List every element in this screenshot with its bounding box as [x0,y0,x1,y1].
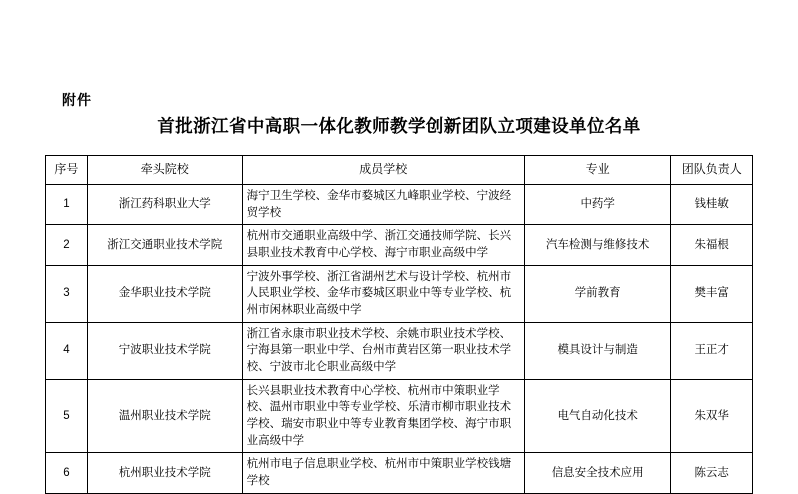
column-header-no: 序号 [46,156,88,185]
cell-lead-school: 金华职业技术学院 [87,265,242,322]
cell-member-schools: 海宁卫生学校、金华市婺城区九峰职业学校、宁波经贸学校 [242,185,524,225]
page-title: 首批浙江省中高职一体化教师教学创新团队立项建设单位名单 [157,116,641,136]
cell-lead-school: 浙江交通职业技术学院 [87,225,242,265]
column-header-member-schools: 成员学校 [242,156,524,185]
cell-major: 汽车检测与维修技术 [524,225,670,265]
cell-lead-school: 杭州职业技术学院 [87,453,242,493]
cell-major: 电气自动化技术 [524,379,670,453]
cell-no: 6 [46,453,88,493]
cell-major: 学前教育 [524,265,670,322]
cell-team-leader: 樊丰富 [671,265,753,322]
table-row [46,379,753,453]
cell-no: 5 [46,379,88,453]
cell-lead-school: 浙江药科职业大学 [87,185,242,225]
cell-lead-school: 温州职业技术学院 [87,379,242,453]
table-header-row [46,156,753,185]
cell-team-leader: 钱桂敏 [671,185,753,225]
cell-team-leader: 王正才 [671,322,753,379]
column-header-team-leader: 团队负责人 [671,156,753,185]
cell-no: 3 [46,265,88,322]
cell-lead-school: 宁波职业技术学院 [87,322,242,379]
project-units-table [45,155,753,494]
cell-no: 2 [46,225,88,265]
column-header-lead-school: 牵头院校 [87,156,242,185]
cell-no: 1 [46,185,88,225]
cell-member-schools: 宁波外事学校、浙江省湖州艺术与设计学校、杭州市人民职业学校、金华市婺城区职业中等专业学校、杭州市闲林职业高级中学 [242,265,524,322]
cell-team-leader: 陈云志 [671,453,753,493]
table-row [46,322,753,379]
cell-member-schools: 杭州市交通职业高级中学、浙江交通技师学院、长兴县职业技术教育中心学校、海宁市职业高级中学 [242,225,524,265]
cell-no: 4 [46,322,88,379]
column-header-major: 专业 [524,156,670,185]
cell-member-schools: 长兴县职业技术教育中心学校、杭州市中策职业学校、温州市职业中等专业学校、乐清市柳市职业技术学校、瑞安市职业中等专业教育集团学校、海宁市职业高级中学 [242,379,524,453]
cell-member-schools: 浙江省永康市职业技术学校、余姚市职业技术学校、宁海县第一职业中学、台州市黄岩区第一职业技术学校、宁波市北仑职业高级中学 [242,322,524,379]
cell-major: 模具设计与制造 [524,322,670,379]
table-row [46,265,753,322]
table-row [46,225,753,265]
table-row [46,185,753,225]
cell-major: 中药学 [524,185,670,225]
table-row [46,453,753,493]
attachment-label: 附件 [62,94,92,109]
cell-team-leader: 朱福根 [671,225,753,265]
cell-member-schools: 杭州市电子信息职业学校、杭州市中策职业学校钱塘学校 [242,453,524,493]
cell-major: 信息安全技术应用 [524,453,670,493]
cell-team-leader: 朱双华 [671,379,753,453]
